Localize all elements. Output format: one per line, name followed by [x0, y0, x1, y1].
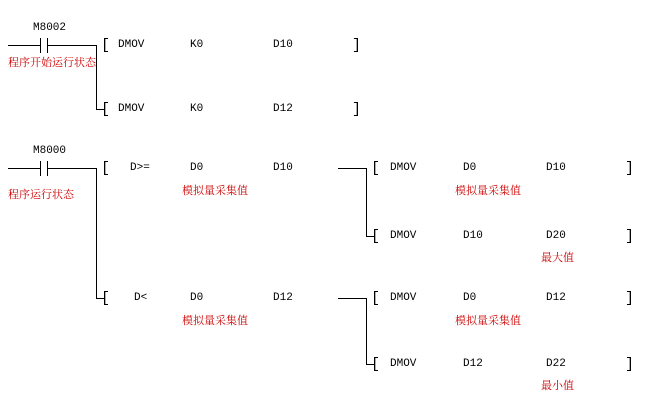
- rung2-cmp1-op[interactable]: D>=: [130, 162, 150, 174]
- rung2-cmp1-out1-comment1: 模拟量采集值: [455, 184, 521, 197]
- contact-m8002-label: M8002: [33, 22, 67, 34]
- rung1-inst2-op[interactable]: DMOV: [118, 103, 145, 115]
- rung1-inst2-bracket-left: [: [101, 101, 111, 118]
- rung2-cmp2-out1-operand2[interactable]: D12: [546, 292, 566, 304]
- rung2-cmp2-out2-bracket-right: ]: [625, 356, 635, 373]
- rung2-cmp2-out-wire: [338, 298, 366, 299]
- rung2-cmp2-op[interactable]: D<: [134, 292, 148, 304]
- rung2-cmp2-out1-op[interactable]: DMOV: [390, 292, 417, 304]
- rung2-cmp1-out2-op[interactable]: DMOV: [390, 230, 417, 242]
- rung2-cmp1-out2-bracket-left: [: [371, 228, 381, 245]
- rung2-cmp1-operand2[interactable]: D10: [273, 162, 293, 174]
- rung2-cmp1-out2-comment2: 最大值: [541, 251, 574, 264]
- rung2-cmp2-comment1: 模拟量采集值: [182, 314, 248, 327]
- rung2-cmp2-out1-bracket-right: ]: [625, 290, 635, 307]
- rung2-cmp1-comment1: 模拟量采集值: [182, 184, 248, 197]
- rung1-inst1-operand1[interactable]: K0: [190, 39, 204, 51]
- rung1-branch-vertical: [96, 45, 97, 109]
- rung1-inst2-operand1[interactable]: K0: [190, 103, 204, 115]
- rung2-cmp1-out2-operand2[interactable]: D20: [546, 230, 566, 242]
- rung1-inst1-bracket-right: ]: [352, 37, 362, 54]
- rung2-cmp2-out1-comment1: 模拟量采集值: [455, 314, 521, 327]
- rung2-cmp1-operand1[interactable]: D0: [190, 162, 204, 174]
- contact-m8000-label: M8000: [33, 145, 67, 157]
- rung2-cmp2-out2-operand1[interactable]: D12: [463, 358, 483, 370]
- rung2-branch-vertical: [96, 168, 97, 298]
- rung2-cmp1-out2-operand1[interactable]: D10: [463, 230, 483, 242]
- rung2-cmp1-out1-bracket-left: [: [371, 160, 381, 177]
- rung1-inst1-op[interactable]: DMOV: [118, 39, 145, 51]
- rung1-inst2-operand2[interactable]: D12: [273, 103, 293, 115]
- rung2-cmp1-out2-bracket-right: ]: [625, 228, 635, 245]
- rung2-cmp1-out1-operand1[interactable]: D0: [463, 162, 477, 174]
- rung1-wire-to-branch: [48, 45, 96, 46]
- rung2-cmp2-operand1[interactable]: D0: [190, 292, 204, 304]
- rung2-cmp2-out2-op[interactable]: DMOV: [390, 358, 417, 370]
- rung1-inst2-bracket-right: ]: [352, 101, 362, 118]
- rung1-left-rail: [8, 45, 40, 46]
- rung1-inst1-bracket-left: [: [101, 37, 111, 54]
- rung2-cmp2-out1-operand1[interactable]: D0: [463, 292, 477, 304]
- rung2-cmp2-out1-bracket-left: [: [371, 290, 381, 307]
- rung2-cmp1-out-wire: [338, 168, 366, 169]
- rung2-cmp1-out1-bracket-right: ]: [625, 160, 635, 177]
- rung2-cmp2-out-vertical: [366, 298, 367, 364]
- rung1-inst1-operand2[interactable]: D10: [273, 39, 293, 51]
- contact-m8002-comment: 程序开始运行状态: [8, 56, 96, 69]
- rung2-cmp1-bracket-left: [: [101, 160, 111, 177]
- rung2-cmp2-out2-comment2: 最小值: [541, 379, 574, 392]
- rung2-cmp1-out1-op[interactable]: DMOV: [390, 162, 417, 174]
- rung2-cmp2-out2-operand2[interactable]: D22: [546, 358, 566, 370]
- rung2-cmp2-out2-bracket-left: [: [371, 356, 381, 373]
- rung2-left-rail: [8, 168, 40, 169]
- rung2-cmp1-out-vertical: [366, 168, 367, 236]
- rung2-cmp2-operand2[interactable]: D12: [273, 292, 293, 304]
- contact-m8000-comment: 程序运行状态: [8, 188, 74, 201]
- rung2-wire-to-branch: [48, 168, 96, 169]
- rung2-cmp2-bracket-left: [: [101, 290, 111, 307]
- rung2-cmp1-out1-operand2[interactable]: D10: [546, 162, 566, 174]
